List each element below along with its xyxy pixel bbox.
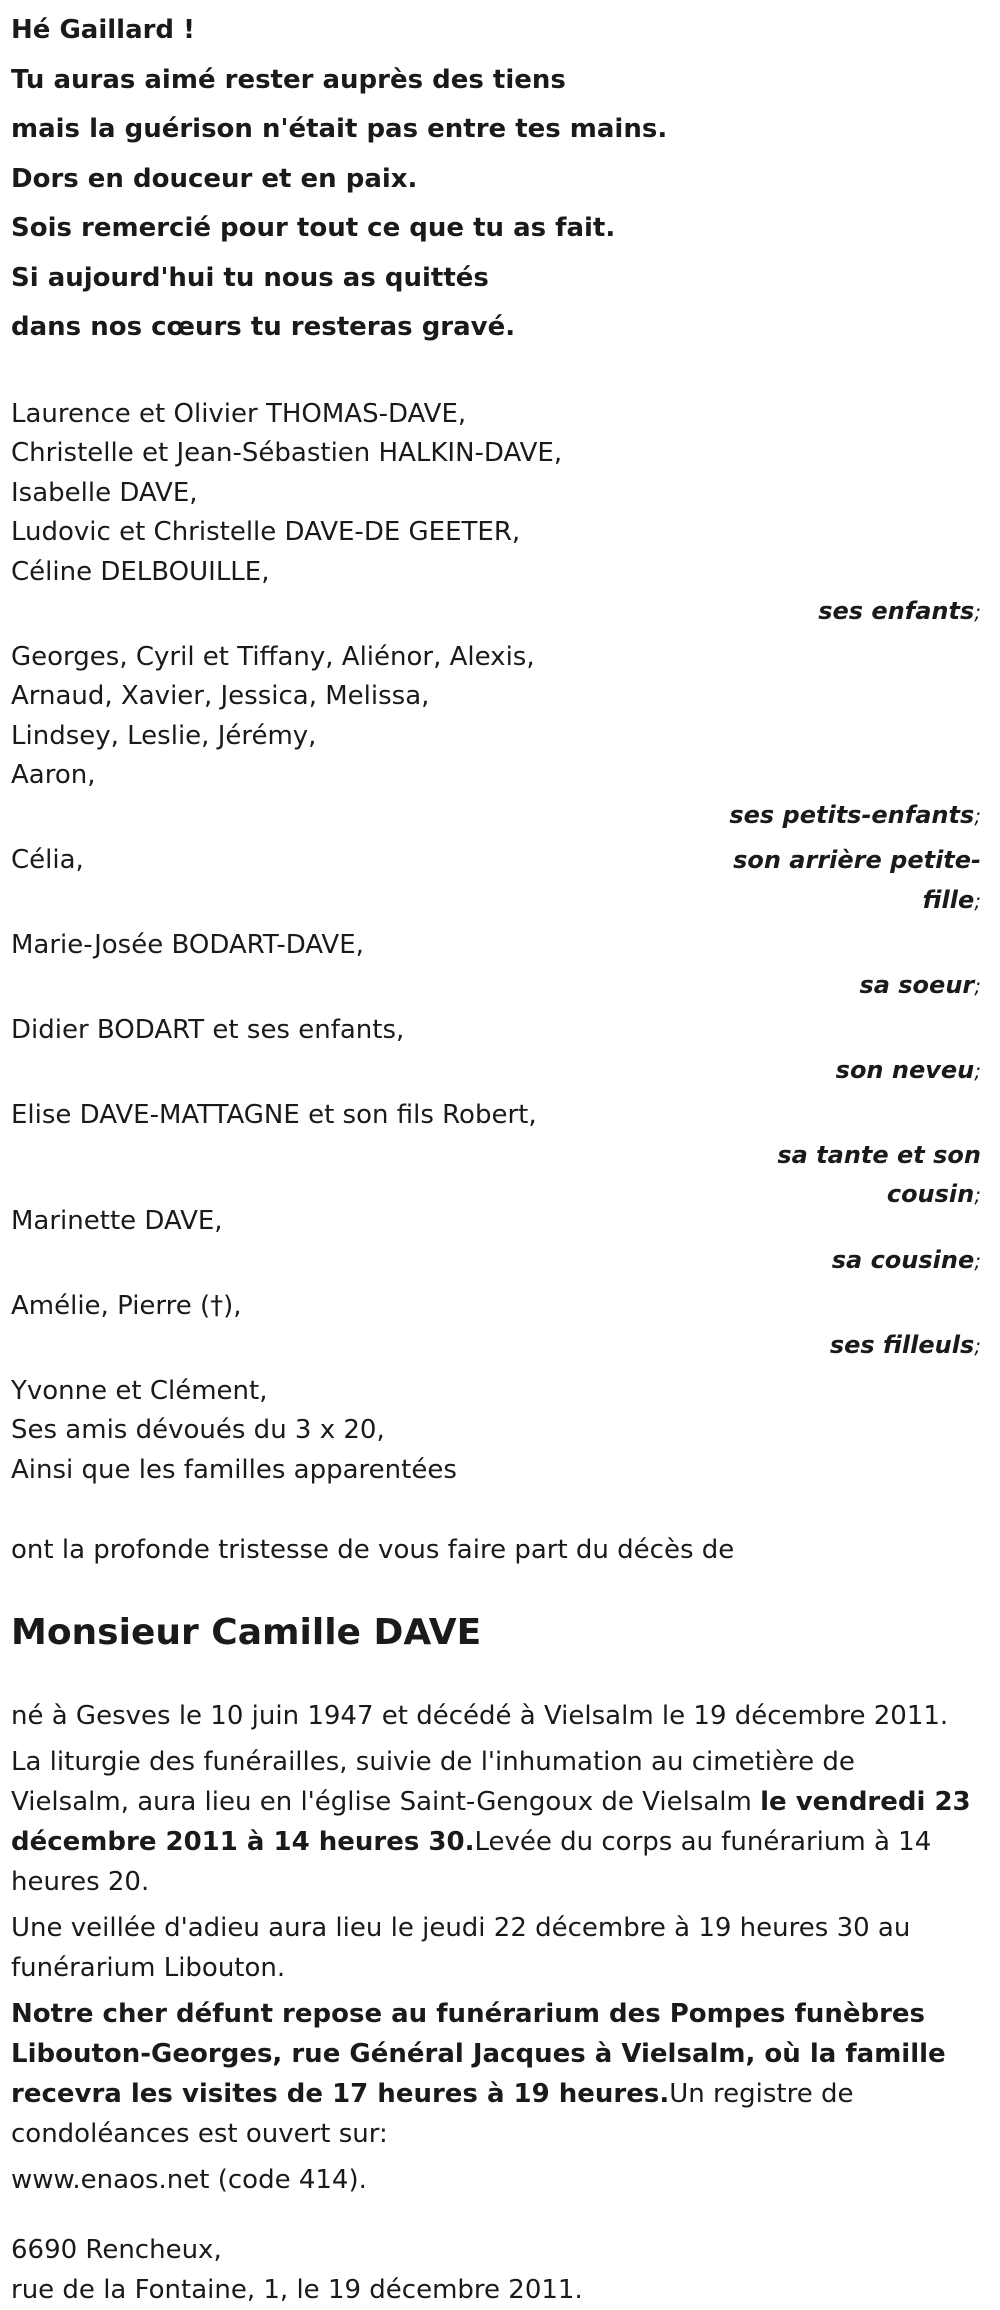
family-group-cousin <box>11 1202 981 1282</box>
relation-label: ses petits-enfants; <box>729 800 981 829</box>
family-name: Arnaud, Xavier, Jessica, Melissa, <box>11 681 430 711</box>
family-name: Ainsi que les familles apparentées <box>11 1454 457 1485</box>
poem <box>11 6 981 353</box>
relation-label: sa soeur; <box>859 970 981 999</box>
family-name: Céline DELBOUILLE, <box>11 556 270 587</box>
birth-death-line: né à Gesves le 10 juin 1947 et décédé à Vielsalm le 19 décembre 2011. <box>11 1701 949 1731</box>
family-name: Georges, Cyril et Tiffany, Aliénor, Alexis, <box>11 641 535 672</box>
family-name: Ludovic et Christelle DAVE-DE GEETER, <box>11 517 521 547</box>
relation-label: sa tante et son cousin; <box>777 1140 981 1208</box>
relation-label: ses enfants; <box>818 597 981 625</box>
poem-line: Sois remercié pour tout ce que tu as fait. <box>11 213 616 243</box>
address-line: 6690 Rencheux, <box>11 2235 222 2265</box>
family-name: Aaron, <box>11 760 96 790</box>
family-group-sister <box>11 926 981 1006</box>
family-group-aunt <box>11 1096 981 1216</box>
relation-label: son arrière petite-fille; <box>733 846 981 914</box>
family-group-friends <box>11 1372 981 1491</box>
rest-paragraph: Notre cher défunt repose au funérarium des Pompes funèbres Libouton-Georges, rue Général Jacques à Vielsalm, où la famille recevra les visites de 17 heures à 19 heures.Un registre de condoléances est ouvert sur: <box>11 1999 946 2149</box>
family-name: Yvonne et Clément, <box>11 1375 268 1406</box>
family-group-children <box>11 395 981 633</box>
family-name: Amélie, Pierre (†), <box>11 1290 242 1321</box>
poem-line: Si aujourd'hui tu nous as quittés <box>11 262 489 293</box>
family-name: Marie-Josée BODART-DAVE, <box>11 930 364 960</box>
relation-label: sa cousine; <box>831 1246 981 1274</box>
announcement-intro: ont la profonde tristesse de vous faire part du décès de <box>11 1535 735 1565</box>
vigil-paragraph: Une veillée d'adieu aura lieu le jeudi 22 décembre à 19 heures 30 au funérarium Libouton. <box>11 1913 911 1983</box>
family-name: Célia, <box>11 845 84 875</box>
poem-line: dans nos cœurs tu resteras gravé. <box>11 312 516 342</box>
condolence-website: www.enaos.net (code 414). <box>11 2165 367 2195</box>
family-name: Lindsey, Leslie, Jérémy, <box>11 720 317 751</box>
family-group-nephew <box>11 1011 981 1091</box>
poem-line: Dors en douceur et en paix. <box>11 163 418 194</box>
family-name: Elise DAVE-MATTAGNE et son fils Robert, <box>11 1100 537 1130</box>
family-name: Laurence et Olivier THOMAS-DAVE, <box>11 398 467 429</box>
family-group-godchildren <box>11 1287 981 1367</box>
deceased-name: Monsieur Camille DAVE <box>11 1612 482 1653</box>
family-name: Didier BODART et ses enfants, <box>11 1015 405 1045</box>
relation-label: son neveu; <box>835 1055 981 1084</box>
family-name: Marinette DAVE, <box>11 1205 223 1236</box>
family-group-grandchildren <box>11 638 981 837</box>
obituary-notice <box>11 0 981 2310</box>
family-name: Isabelle DAVE, <box>11 477 198 508</box>
address-date-line: rue de la Fontaine, 1, le 19 décembre 2011. <box>11 2275 583 2305</box>
funeral-date: le vendredi 23 décembre 2011 à 14 heures 30. <box>11 1787 971 1857</box>
relation-label: ses filleuls; <box>829 1331 981 1359</box>
poem-line: Tu auras aimé rester auprès des tiens <box>11 64 566 95</box>
funeral-paragraph: La liturgie des funérailles, suivie de l'inhumation au cimetière de Vielsalm, aura lieu en l'église Saint-Gengoux de Vielsalm le vendredi 23 décembre 2011 à 14 heures 30.Levée du corps au funérarium à 14 heures 20. <box>11 1747 971 1897</box>
poem-line: Hé Gaillard ! <box>11 15 195 45</box>
family-group-great-granddaughter <box>11 841 981 921</box>
poem-line: mais la guérison n'était pas entre tes mains. <box>11 114 668 144</box>
family-name: Ses amis dévoués du 3 x 20, <box>11 1415 385 1445</box>
family-name: Christelle et Jean-Sébastien HALKIN-DAVE, <box>11 438 563 468</box>
